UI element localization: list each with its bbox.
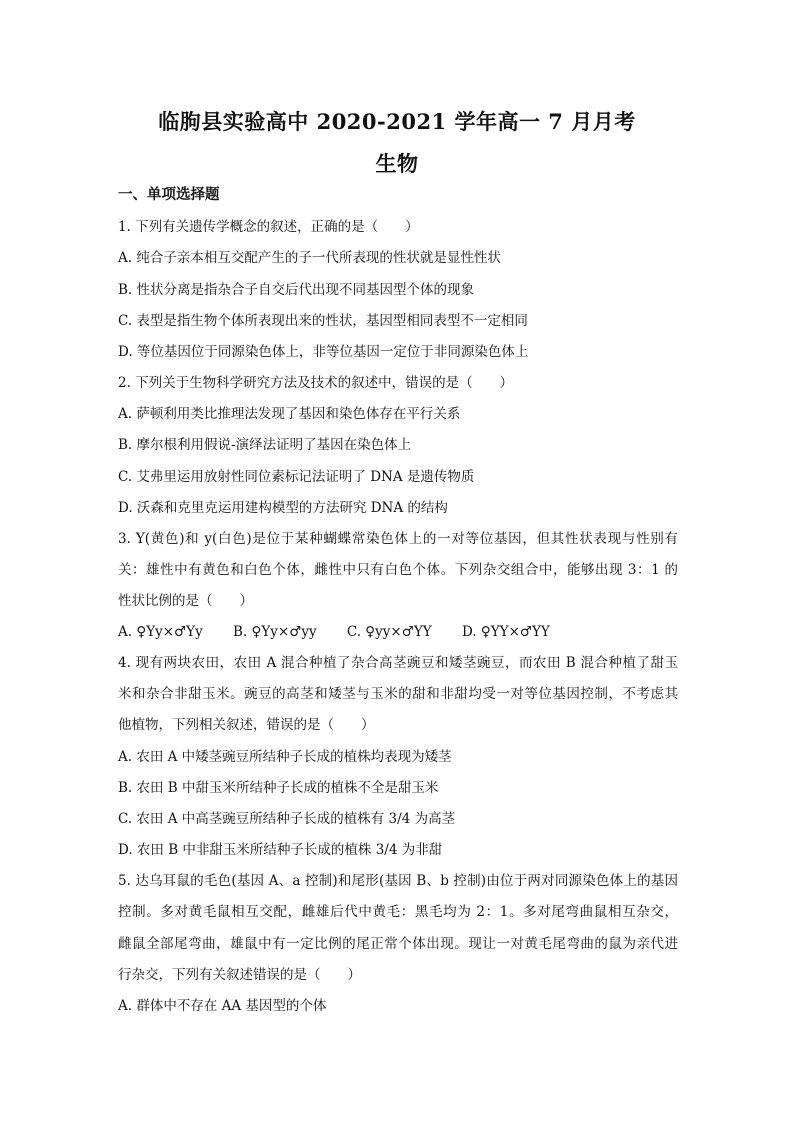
question-4-stem-line-3: 他植物，下列相关叙述，错误的是（ ） (118, 717, 375, 733)
exam-title: 临朐县实验高中 2020-2021 学年高一 7 月月考 (158, 109, 636, 134)
question-3-option-a: A. ♀Yy×♂Yy (118, 624, 203, 640)
question-2-stem: 2. 下列关于生物科学研究方法及技术的叙述中，错误的是（ ） (118, 375, 514, 391)
question-3-option-d: D. ♀YY×♂YY (461, 624, 550, 640)
question-1-option-a: A. 纯合子亲本相互交配产生的子一代所表现的性状就是显性性状 (118, 250, 501, 266)
question-5-stem-line-1: 5. 达乌耳鼠的毛色(基因 A、a 控制)和尾形(基因 B、b 控制)由位于两对同源染色体上的基因 (118, 873, 678, 889)
question-5-stem-line-2: 控制。多对黄毛鼠相互交配，雌雄后代中黄毛：黑毛均为 2：1。多对尾弯曲鼠相互杂交， (118, 904, 678, 920)
question-3-stem-line-3: 性状比例的是（ ） (118, 593, 253, 609)
question-2-option-d: D. 沃森和克里克运用建构模型的方法研究 DNA 的结构 (118, 500, 448, 516)
question-4-option-d: D. 农田 B 中非甜玉米所结种子长成的植株 3/4 为非甜 (118, 842, 443, 858)
question-3-options-row (118, 623, 678, 641)
question-4-option-a: A. 农田 A 中矮茎豌豆所结种子长成的植株均表现为矮茎 (118, 749, 452, 765)
question-4-stem-line-2: 米和杂合非甜玉米。豌豆的高茎和矮茎与玉米的甜和非甜均受一对等位基因控制，不考虑其 (118, 686, 678, 702)
question-2-option-c: C. 艾弗里运用放射性同位素标记法证明了 DNA 是遗传物质 (118, 469, 475, 485)
question-4-option-b: B. 农田 B 中甜玉米所结种子长成的植株不全是甜玉米 (118, 780, 439, 796)
question-1-option-b: B. 性状分离是指杂合子自交后代出现不同基因型个体的现象 (118, 282, 475, 298)
subject-title: 生物 (375, 151, 419, 176)
question-1-stem: 1. 下列有关遗传学概念的叙述，正确的是（ ） (118, 219, 419, 235)
question-5-option-a: A. 群体中不存在 AA 基因型的个体 (118, 998, 327, 1014)
question-2-option-a: A. 萨顿利用类比推理法发现了基因和染色体存在平行关系 (118, 406, 461, 422)
question-5-stem-line-4: 行杂交，下列有关叙述错误的是（ ） (118, 967, 361, 983)
question-3-option-b: B. ♀Yy×♂yy (233, 624, 317, 640)
question-3-stem-line-1: 3. Y(黄色)和 y(白色)是位于某种蝴蝶常染色体上的一对等位基因，但其性状表现与性别有 (118, 531, 678, 547)
question-1-option-c: C. 表型是指生物个体所表现出来的性状，基因型相同表型不一定相同 (118, 313, 528, 329)
question-3-option-c: C. ♀yy×♂YY (346, 624, 432, 640)
section-heading: 一、单项选择题 (118, 186, 220, 203)
question-4-option-c: C. 农田 A 中高茎豌豆所结种子长成的植株有 3/4 为高茎 (118, 811, 456, 827)
question-3-stem-line-2: 关：雄性中有黄色和白色个体，雌性中只有白色个体。下列杂交组合中，能够出现 3：1 的 (118, 562, 678, 578)
question-1-option-d: D. 等位基因位于同源染色体上，非等位基因一定位于非同源染色体上 (118, 344, 529, 360)
question-5-stem-line-3: 雌鼠全部尾弯曲，雄鼠中有一定比例的尾正常个体出现。现让一对黄毛尾弯曲的鼠为亲代进 (118, 936, 678, 952)
question-2-option-b: B. 摩尔根利用假说-演绎法证明了基因在染色体上 (118, 437, 412, 453)
question-4-stem-line-1: 4. 现有两块农田，农田 A 混合种植了杂合高茎豌豆和矮茎豌豆，而农田 B 混合种植了甜玉 (118, 655, 678, 671)
